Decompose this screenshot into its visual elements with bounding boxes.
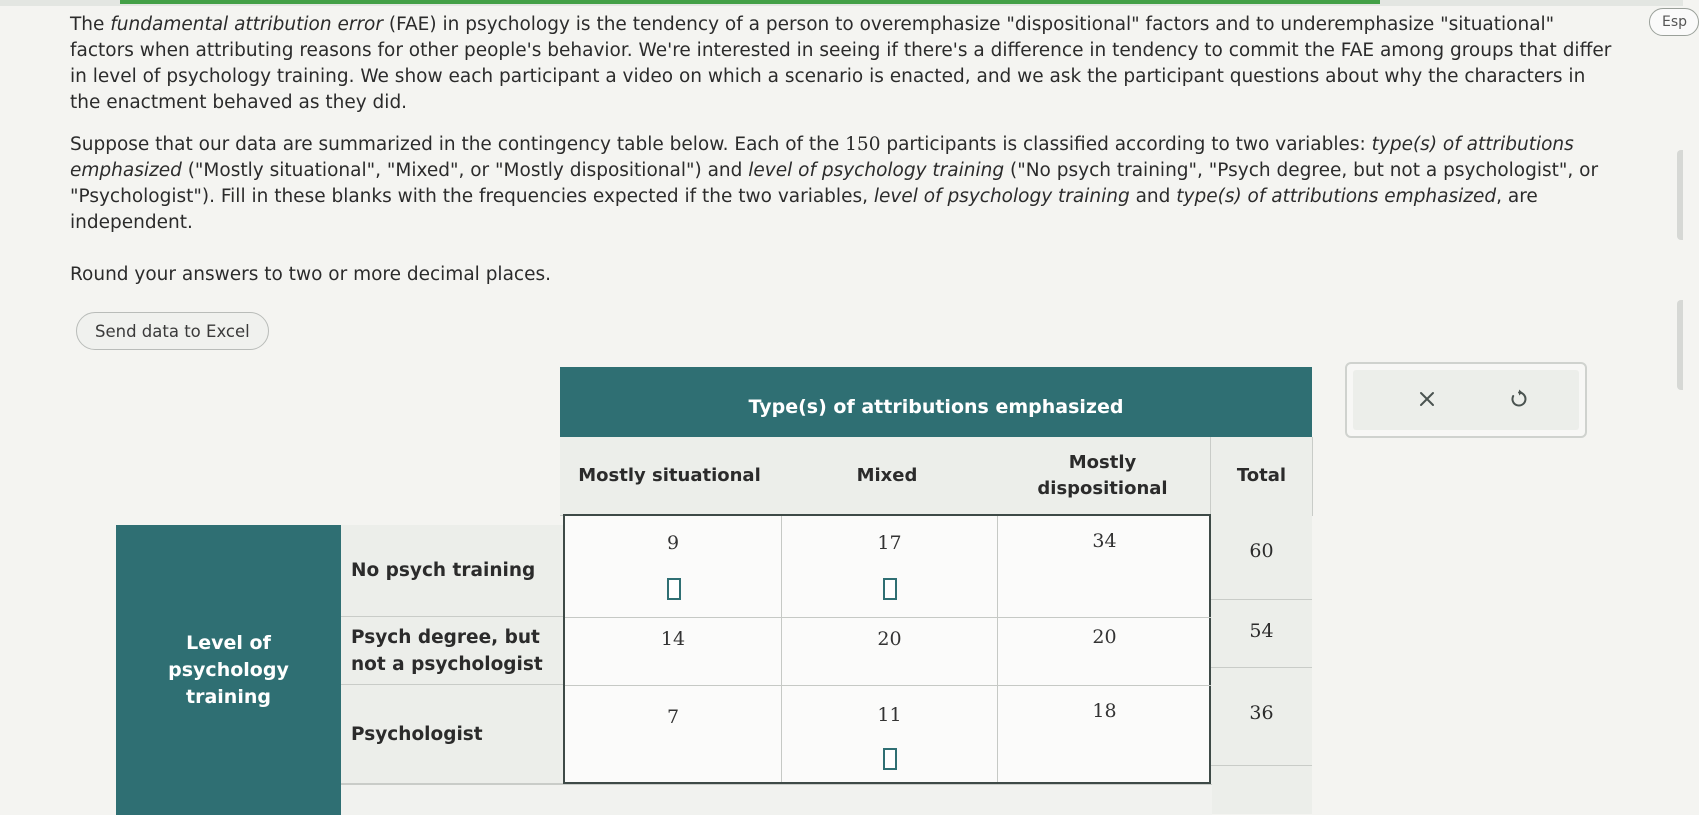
undo-icon [1509,389,1529,409]
expected-input-r1c1[interactable] [667,578,681,600]
cell-value: 18 [1092,700,1117,722]
total-cell [1211,600,1312,668]
table-cell [782,516,998,618]
table-cell [565,516,782,618]
totals-column [1211,514,1312,814]
table-cell [565,686,782,782]
side-panel-tab-2[interactable] [1677,300,1683,390]
row-label-no-psych: No psych training [341,525,563,617]
cell-value: 20 [1092,626,1117,648]
cell-value: 17 [877,532,902,554]
total-value: 60 [1249,540,1274,562]
undo-button[interactable] [1503,384,1535,414]
table-bottom-row [341,784,1212,815]
cell-value: 9 [666,532,680,554]
column-group-header: Type(s) of attributions emphasized [560,367,1312,447]
table-cell [565,618,782,686]
send-to-excel-button[interactable]: Send data to Excel [76,312,269,350]
total-value: 36 [1249,702,1274,724]
cell-value: 20 [877,628,902,650]
expected-input-r1c2[interactable] [883,578,897,600]
cell-value: 7 [666,706,680,728]
total-cell [1211,668,1312,766]
col-header-mostly-dispositional: Mostly dispositional [995,437,1211,515]
expected-input-r3c2[interactable] [883,748,897,770]
row-group-header: Level of psychology training [116,525,341,815]
row-label-psychologist: Psychologist [341,685,563,784]
cell-value: 34 [1092,530,1117,552]
table-cell [998,686,1211,782]
table-cell [782,618,998,686]
answer-toolbox [1345,362,1587,438]
col-header-mixed: Mixed [779,437,996,516]
side-panel-tab[interactable] [1677,150,1683,240]
cell-value: 11 [877,704,902,726]
col-header-mostly-situational: Mostly situational [560,437,780,516]
total-value: 54 [1249,620,1274,642]
col-header-total: Total [1211,437,1313,516]
top-progress-bar [0,0,1683,6]
language-button[interactable]: Esp [1649,8,1699,36]
row-label-psych-degree: Psych degree, but not a psychologist [341,617,563,685]
clear-button[interactable] [1411,384,1443,414]
data-grid [563,514,1211,784]
table-cell [998,618,1211,686]
intro-paragraph: The fundamental attribution error (FAE) in psychology is the tendency of a person to overemphasize "dispositional" factors and to underemphasize "situational" factors when attributing reasons for other people's behavior. We're interested in seeing if there's a difference in tendency to commit the FAE among groups that differ in level of psychology training. We show each participant a video on which a scenario is enacted, and we ask the participant questions about why the characters in the enactment behaved as they did. [70,14,1612,113]
cell-value: 14 [660,628,686,650]
clear-icon [1418,390,1436,408]
toolbox-inner [1353,370,1579,430]
table-cell [998,516,1211,618]
rounding-note: Round your answers to two or more decimal places. [70,264,551,285]
total-cell [1211,514,1312,600]
progress-accent [120,0,1380,4]
table-cell [782,686,998,782]
instructions-paragraph: Suppose that our data are summarized in the contingency table below. Each of the 150 participants is classified according to two variables: type(s) of attributions emphasized ("Mostly situational", "Mixed", or "Mostly dispositional") and level of psychology training ("No psych training", "Psych degree, but not a psychologist", or "Psychologist"). Fill in these blanks with the frequencies expected if the two variables, level of psychology training and type(s) of attributions emphasized, are independent. [70,134,1599,233]
